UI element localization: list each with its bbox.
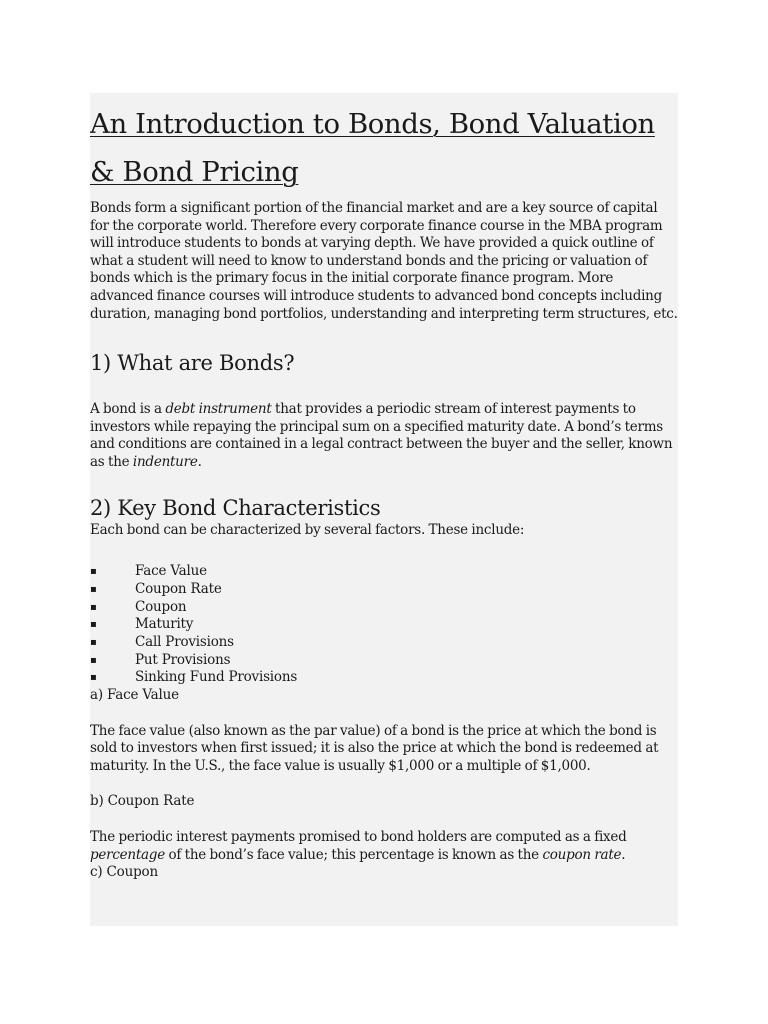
coupon-rate-emphasis-coupon-rate: coupon rate	[542, 846, 622, 863]
bullet-icon: ▪	[90, 583, 97, 595]
intro-paragraph: Bonds form a significant portion of the financial market and are a key source of capital for the corporate world. Therefore every corporate finance course in the MBA program will introduce students to bonds at varying depth. We have provided a quick outline of what a student will need to know to understand bonds and the pricing or valuation of bonds which is the primary focus in the initial corporate finance program. More advanced finance courses will introduce students to advanced bond concepts including duration, managing bond portfolios, understanding and interpreting term structures, etc.	[90, 200, 678, 322]
list-item-label: Put Provisions	[135, 651, 231, 668]
bond-def-emphasis-debt-instrument: debt instrument	[165, 401, 272, 418]
list-item-label: Coupon Rate	[135, 580, 222, 597]
bullet-icon: ▪	[90, 672, 97, 684]
coupon-rate-text-b: of the bond’s face value; this percentage is known as the	[164, 846, 543, 863]
coupon-rate-text-a: The periodic interest payments promised to bond holders are computed as a fixed	[90, 829, 627, 846]
subheading-face-value: a) Face Value	[90, 687, 179, 704]
list-item-label: Sinking Fund Provisions	[135, 669, 298, 686]
list-item	[90, 634, 678, 652]
section-heading-what-are-bonds: 1) What are Bonds?	[90, 351, 295, 376]
list-item-label: Maturity	[135, 616, 194, 633]
bond-def-text-c: .	[197, 453, 202, 470]
list-item	[90, 669, 678, 687]
coupon-rate-emphasis-percentage: percentage	[90, 846, 165, 863]
subheading-coupon: c) Coupon	[90, 864, 158, 881]
list-item-label: Coupon	[135, 598, 187, 615]
bullet-icon: ▪	[90, 601, 97, 613]
list-item-label: Call Provisions	[135, 633, 234, 650]
subheading-coupon-rate: b) Coupon Rate	[90, 793, 195, 810]
section-heading-key-characteristics: 2) Key Bond Characteristics	[90, 495, 381, 520]
list-item	[90, 563, 678, 581]
document-title	[90, 100, 678, 196]
list-item	[90, 652, 678, 670]
bullet-icon: ▪	[90, 654, 97, 666]
title-line-2: & Bond Pricing	[90, 156, 299, 188]
bond-definition-paragraph	[90, 401, 678, 471]
list-item	[90, 616, 678, 634]
face-value-paragraph: The face value (also known as the par value) of a bond is the price at which the bond is sold to investors when first issued; it is also the price at which the bond is redeemed at maturity. In the U.S., the face value is usually $1,000 or a multiple of $1,000.	[90, 722, 659, 774]
bullet-icon: ▪	[90, 636, 97, 648]
bullet-icon: ▪	[90, 566, 97, 578]
characteristics-lead: Each bond can be characterized by several factors. These include:	[90, 521, 525, 538]
document-content	[90, 100, 678, 882]
bond-def-text-b: that provides a periodic stream of interest payments to investors while repaying the principal sum on a specified maturity date. A bond’s terms and conditions are contained in a legal contract between the buyer and the seller, known as the	[90, 401, 673, 470]
bond-def-emphasis-indenture: indenture	[132, 453, 198, 470]
characteristics-list	[90, 563, 678, 687]
bullet-icon: ▪	[90, 619, 97, 631]
title-line-1: An Introduction to Bonds, Bond Valuation	[90, 108, 655, 140]
coupon-rate-text-c: .	[621, 846, 626, 863]
coupon-rate-paragraph	[90, 829, 678, 864]
list-item	[90, 599, 678, 617]
document-page	[90, 93, 678, 926]
list-item	[90, 581, 678, 599]
bond-def-text-a: A bond is a	[90, 401, 166, 418]
list-item-label: Face Value	[135, 563, 207, 580]
